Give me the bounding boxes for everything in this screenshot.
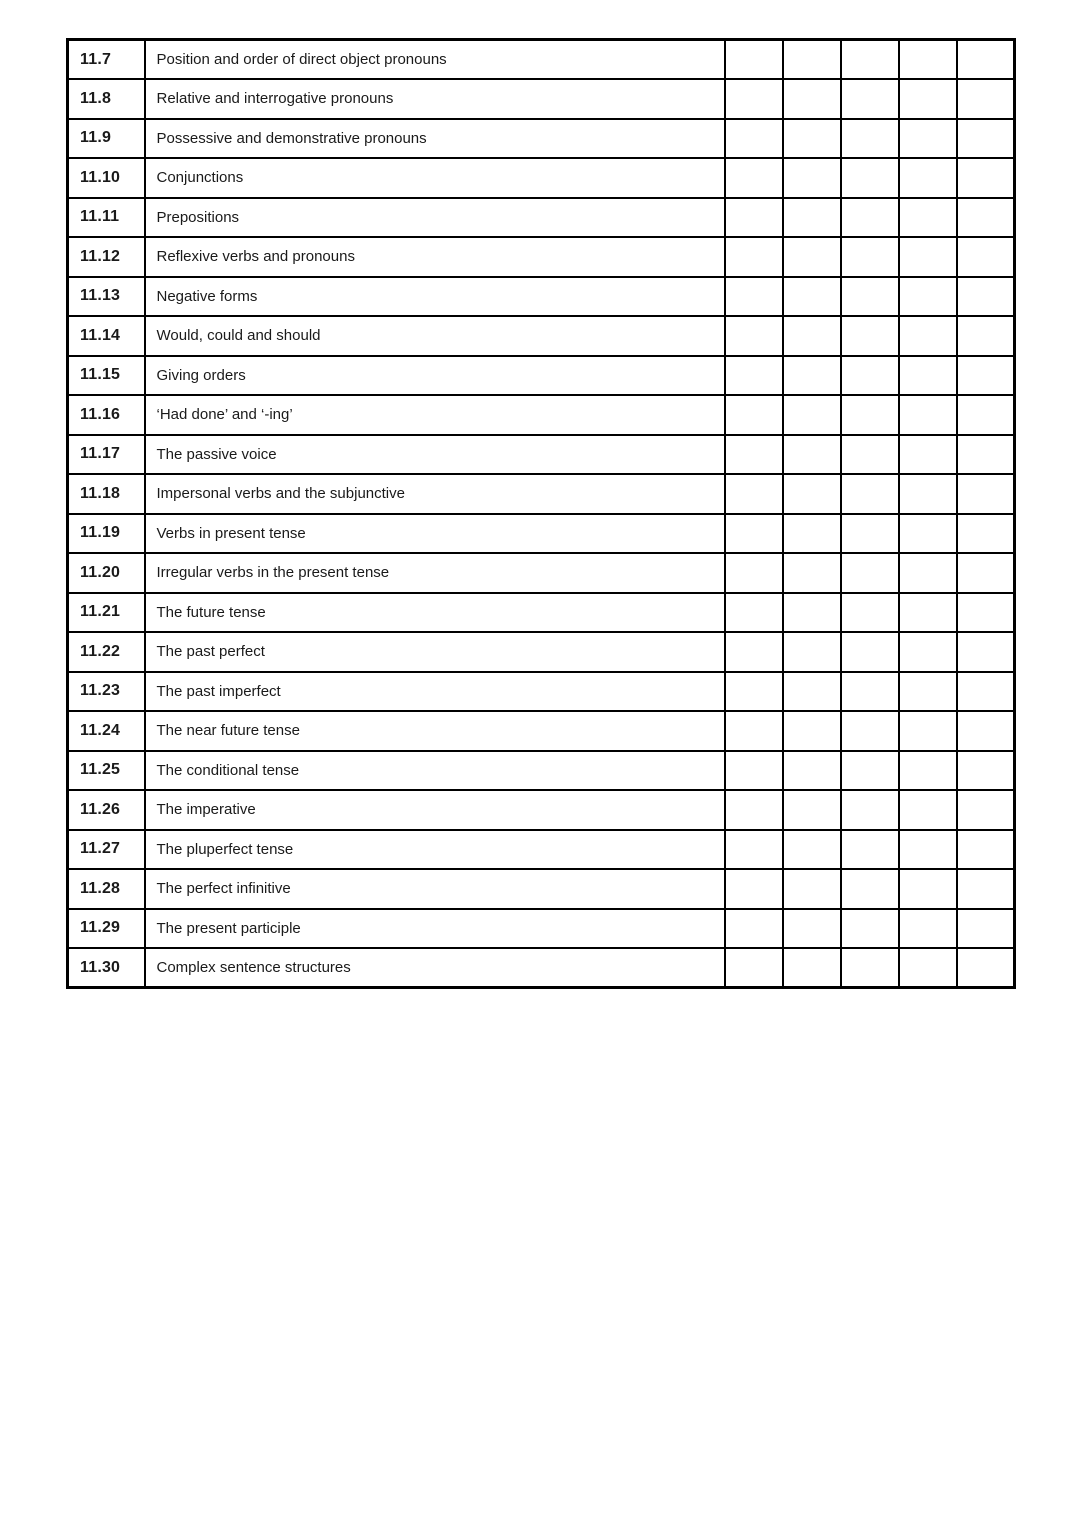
check-cell bbox=[783, 474, 841, 514]
table-row bbox=[68, 277, 1015, 317]
table-row bbox=[68, 553, 1015, 593]
table-row bbox=[68, 237, 1015, 277]
check-cell bbox=[899, 948, 957, 988]
check-cell bbox=[957, 198, 1015, 238]
check-cell bbox=[841, 237, 899, 277]
row-label: The near future tense bbox=[145, 711, 725, 751]
check-cell bbox=[841, 790, 899, 830]
check-cell bbox=[725, 909, 783, 949]
row-id: 11.14 bbox=[68, 316, 145, 356]
check-cell bbox=[899, 40, 957, 80]
row-label: Irregular verbs in the present tense bbox=[145, 553, 725, 593]
check-cell bbox=[725, 119, 783, 159]
check-cell bbox=[841, 40, 899, 80]
check-cell bbox=[957, 632, 1015, 672]
check-cell bbox=[841, 158, 899, 198]
check-cell bbox=[899, 395, 957, 435]
row-id: 11.22 bbox=[68, 632, 145, 672]
row-label: Would, could and should bbox=[145, 316, 725, 356]
check-cell bbox=[783, 869, 841, 909]
table-row bbox=[68, 435, 1015, 475]
row-label: Giving orders bbox=[145, 356, 725, 396]
check-cell bbox=[725, 158, 783, 198]
row-label: The imperative bbox=[145, 790, 725, 830]
check-cell bbox=[841, 277, 899, 317]
check-cell bbox=[725, 593, 783, 633]
check-cell bbox=[725, 198, 783, 238]
row-id: 11.13 bbox=[68, 277, 145, 317]
table-row bbox=[68, 751, 1015, 791]
row-id: 11.19 bbox=[68, 514, 145, 554]
check-cell bbox=[841, 474, 899, 514]
check-cell bbox=[725, 40, 783, 80]
check-cell bbox=[899, 909, 957, 949]
table-row bbox=[68, 356, 1015, 396]
row-label: The future tense bbox=[145, 593, 725, 633]
table-row bbox=[68, 119, 1015, 159]
check-cell bbox=[957, 514, 1015, 554]
check-cell bbox=[899, 672, 957, 712]
check-cell bbox=[957, 40, 1015, 80]
check-cell bbox=[783, 119, 841, 159]
check-cell bbox=[783, 237, 841, 277]
check-cell bbox=[957, 395, 1015, 435]
check-cell bbox=[957, 711, 1015, 751]
table-row bbox=[68, 869, 1015, 909]
row-label: Conjunctions bbox=[145, 158, 725, 198]
check-cell bbox=[725, 277, 783, 317]
check-cell bbox=[783, 632, 841, 672]
check-cell bbox=[899, 553, 957, 593]
table-row bbox=[68, 830, 1015, 870]
check-cell bbox=[899, 830, 957, 870]
table-row bbox=[68, 158, 1015, 198]
row-label: Position and order of direct object pronouns bbox=[145, 40, 725, 80]
check-cell bbox=[725, 751, 783, 791]
table-row bbox=[68, 514, 1015, 554]
row-id: 11.24 bbox=[68, 711, 145, 751]
check-cell bbox=[957, 237, 1015, 277]
table-row bbox=[68, 672, 1015, 712]
row-label: Prepositions bbox=[145, 198, 725, 238]
checklist-table bbox=[66, 38, 1016, 989]
row-id: 11.25 bbox=[68, 751, 145, 791]
check-cell bbox=[899, 514, 957, 554]
check-cell bbox=[725, 948, 783, 988]
check-cell bbox=[725, 790, 783, 830]
check-cell bbox=[957, 790, 1015, 830]
check-cell bbox=[899, 198, 957, 238]
check-cell bbox=[957, 593, 1015, 633]
check-cell bbox=[725, 356, 783, 396]
check-cell bbox=[899, 711, 957, 751]
check-cell bbox=[899, 869, 957, 909]
table-row bbox=[68, 79, 1015, 119]
row-id: 11.8 bbox=[68, 79, 145, 119]
row-label: The present participle bbox=[145, 909, 725, 949]
check-cell bbox=[957, 751, 1015, 791]
row-id: 11.12 bbox=[68, 237, 145, 277]
check-cell bbox=[783, 751, 841, 791]
check-cell bbox=[783, 909, 841, 949]
check-cell bbox=[899, 751, 957, 791]
check-cell bbox=[841, 395, 899, 435]
check-cell bbox=[957, 830, 1015, 870]
row-id: 11.20 bbox=[68, 553, 145, 593]
table-row bbox=[68, 632, 1015, 672]
row-label: Possessive and demonstrative pronouns bbox=[145, 119, 725, 159]
table-row bbox=[68, 948, 1015, 988]
row-label: Verbs in present tense bbox=[145, 514, 725, 554]
check-cell bbox=[841, 672, 899, 712]
check-cell bbox=[841, 830, 899, 870]
check-cell bbox=[783, 277, 841, 317]
row-id: 11.26 bbox=[68, 790, 145, 830]
row-id: 11.27 bbox=[68, 830, 145, 870]
check-cell bbox=[783, 948, 841, 988]
check-cell bbox=[957, 158, 1015, 198]
check-cell bbox=[725, 632, 783, 672]
row-id: 11.29 bbox=[68, 909, 145, 949]
row-label: The passive voice bbox=[145, 435, 725, 475]
row-label: Complex sentence structures bbox=[145, 948, 725, 988]
table-row bbox=[68, 711, 1015, 751]
row-label: ‘Had done’ and ‘-ing’ bbox=[145, 395, 725, 435]
check-cell bbox=[841, 553, 899, 593]
check-cell bbox=[841, 316, 899, 356]
check-cell bbox=[783, 356, 841, 396]
table-row bbox=[68, 40, 1015, 80]
row-label: The past perfect bbox=[145, 632, 725, 672]
check-cell bbox=[899, 119, 957, 159]
check-cell bbox=[725, 435, 783, 475]
check-cell bbox=[841, 869, 899, 909]
check-cell bbox=[783, 672, 841, 712]
row-id: 11.23 bbox=[68, 672, 145, 712]
check-cell bbox=[725, 79, 783, 119]
check-cell bbox=[783, 395, 841, 435]
row-id: 11.21 bbox=[68, 593, 145, 633]
row-id: 11.30 bbox=[68, 948, 145, 988]
row-label: The pluperfect tense bbox=[145, 830, 725, 870]
row-label: Reflexive verbs and pronouns bbox=[145, 237, 725, 277]
check-cell bbox=[783, 316, 841, 356]
check-cell bbox=[841, 435, 899, 475]
check-cell bbox=[841, 632, 899, 672]
table-row bbox=[68, 474, 1015, 514]
check-cell bbox=[725, 474, 783, 514]
check-cell bbox=[957, 277, 1015, 317]
check-cell bbox=[841, 198, 899, 238]
table-row bbox=[68, 909, 1015, 949]
check-cell bbox=[957, 553, 1015, 593]
check-cell bbox=[783, 435, 841, 475]
check-cell bbox=[899, 79, 957, 119]
check-cell bbox=[783, 198, 841, 238]
row-label: Relative and interrogative pronouns bbox=[145, 79, 725, 119]
check-cell bbox=[725, 237, 783, 277]
check-cell bbox=[783, 711, 841, 751]
row-id: 11.10 bbox=[68, 158, 145, 198]
table-row bbox=[68, 198, 1015, 238]
row-id: 11.7 bbox=[68, 40, 145, 80]
check-cell bbox=[957, 672, 1015, 712]
check-cell bbox=[957, 948, 1015, 988]
check-cell bbox=[841, 119, 899, 159]
row-id: 11.9 bbox=[68, 119, 145, 159]
check-cell bbox=[841, 711, 899, 751]
row-id: 11.11 bbox=[68, 198, 145, 238]
check-cell bbox=[957, 316, 1015, 356]
check-cell bbox=[957, 79, 1015, 119]
check-cell bbox=[783, 40, 841, 80]
check-cell bbox=[957, 356, 1015, 396]
check-cell bbox=[725, 869, 783, 909]
check-cell bbox=[899, 316, 957, 356]
check-cell bbox=[899, 356, 957, 396]
check-cell bbox=[957, 869, 1015, 909]
check-cell bbox=[725, 672, 783, 712]
check-cell bbox=[841, 948, 899, 988]
check-cell bbox=[725, 711, 783, 751]
row-id: 11.15 bbox=[68, 356, 145, 396]
check-cell bbox=[725, 553, 783, 593]
check-cell bbox=[725, 514, 783, 554]
table-row bbox=[68, 593, 1015, 633]
check-cell bbox=[783, 79, 841, 119]
check-cell bbox=[783, 790, 841, 830]
check-cell bbox=[899, 158, 957, 198]
check-cell bbox=[841, 909, 899, 949]
check-cell bbox=[783, 553, 841, 593]
row-label: The perfect infinitive bbox=[145, 869, 725, 909]
table-row bbox=[68, 395, 1015, 435]
check-cell bbox=[957, 435, 1015, 475]
check-cell bbox=[899, 790, 957, 830]
check-cell bbox=[899, 237, 957, 277]
check-cell bbox=[957, 909, 1015, 949]
check-cell bbox=[957, 474, 1015, 514]
table-row bbox=[68, 316, 1015, 356]
check-cell bbox=[899, 593, 957, 633]
row-id: 11.28 bbox=[68, 869, 145, 909]
check-cell bbox=[783, 593, 841, 633]
row-label: Negative forms bbox=[145, 277, 725, 317]
row-id: 11.16 bbox=[68, 395, 145, 435]
check-cell bbox=[841, 593, 899, 633]
check-cell bbox=[783, 830, 841, 870]
check-cell bbox=[841, 514, 899, 554]
check-cell bbox=[899, 435, 957, 475]
check-cell bbox=[841, 356, 899, 396]
check-cell bbox=[725, 395, 783, 435]
row-label: The past imperfect bbox=[145, 672, 725, 712]
check-cell bbox=[841, 79, 899, 119]
check-cell bbox=[899, 632, 957, 672]
table-row bbox=[68, 790, 1015, 830]
check-cell bbox=[899, 277, 957, 317]
check-cell bbox=[957, 119, 1015, 159]
check-cell bbox=[725, 316, 783, 356]
check-cell bbox=[783, 158, 841, 198]
row-label: The conditional tense bbox=[145, 751, 725, 791]
row-label: Impersonal verbs and the subjunctive bbox=[145, 474, 725, 514]
check-cell bbox=[899, 474, 957, 514]
row-id: 11.18 bbox=[68, 474, 145, 514]
row-id: 11.17 bbox=[68, 435, 145, 475]
check-cell bbox=[841, 751, 899, 791]
check-cell bbox=[725, 830, 783, 870]
check-cell bbox=[783, 514, 841, 554]
